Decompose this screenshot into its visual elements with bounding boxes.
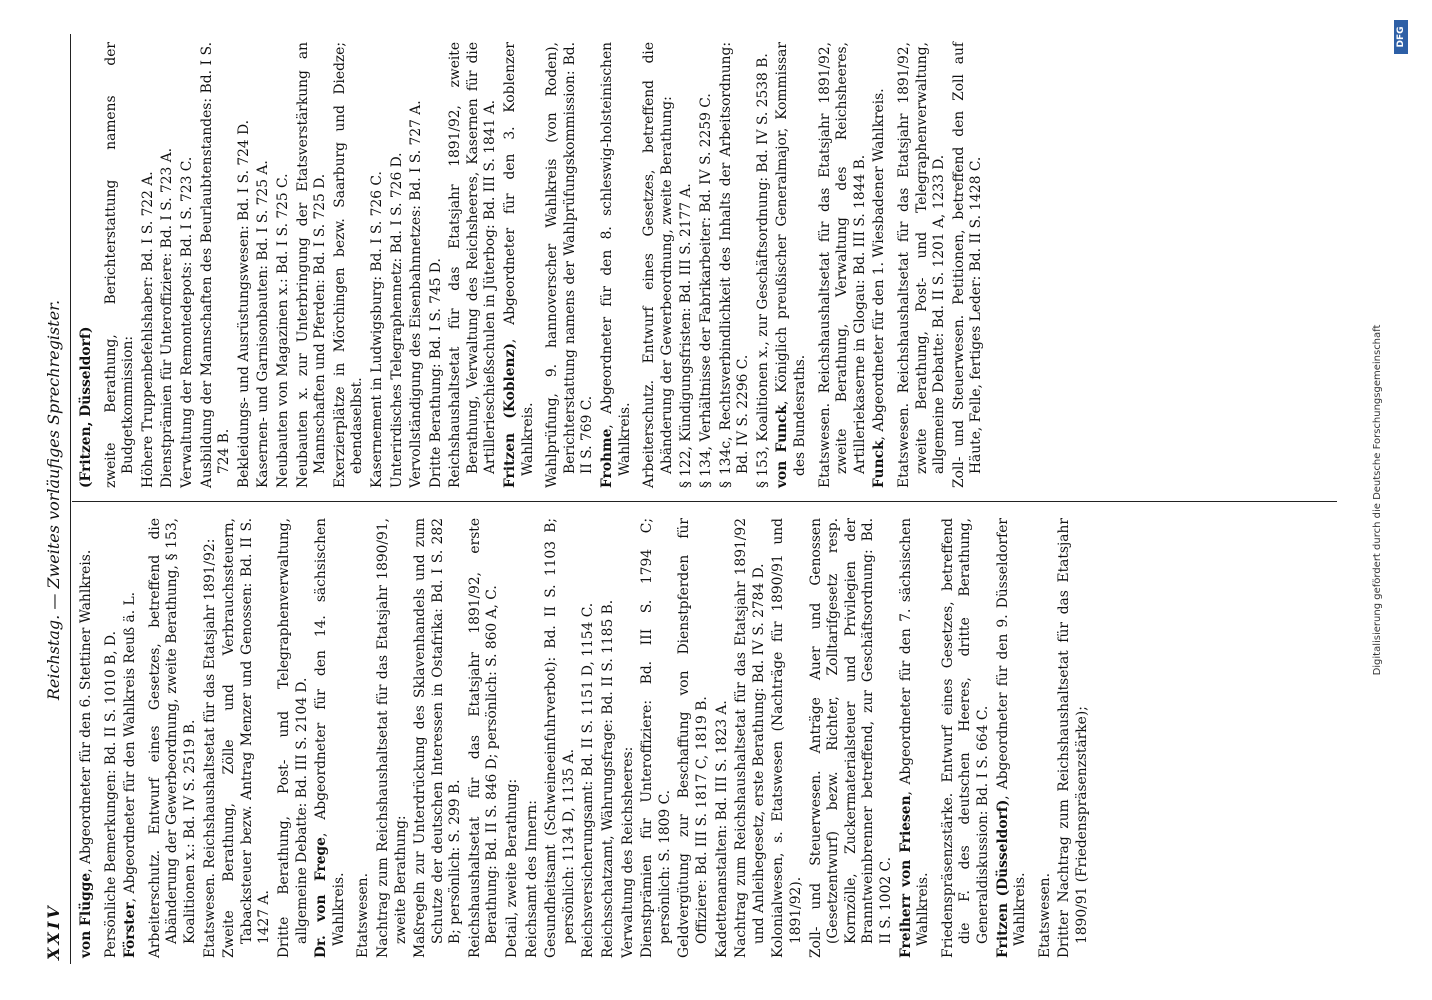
entry-text: § 153, Koalitionen x., zur Geschäftsordnung: Bd. IV S. 2538 B. — [754, 53, 771, 488]
entry-name: von Funck — [774, 404, 791, 488]
entry-text: , Abgeordneter für den 6. Stettiner Wahlkreis. — [78, 549, 94, 873]
register-subentry — [620, 518, 638, 958]
entry-text: Kolonialwesen, s. Etatswesen (Nachträge für 1890/91 und 1891/92). — [770, 518, 804, 958]
register-subentry — [770, 518, 805, 958]
register-subentry — [808, 518, 896, 958]
register-subentry — [369, 42, 387, 488]
register-subentry — [543, 518, 578, 958]
entry-text: , Abgeordneter für den 1. Wiesbadener Wahlkreis. — [871, 88, 888, 441]
register-subentry — [295, 42, 330, 488]
register-subentry — [718, 42, 753, 488]
register-subentry — [332, 42, 367, 488]
register-subentry — [199, 42, 234, 488]
entry-text: , Abgeordneter für den 14. sächsischen Wahlkreis. — [313, 517, 347, 946]
entry-text: , Abgeordneter für den 3. Koblenzer Wahlkreis. — [502, 42, 536, 476]
entry-text: Zoll- und Steuerwesen. Anträge Auer und Genossen (Gesetzentwurf) bezw. Richter, Zolltarifgesetz resp. Kornzölle, Zuckermaterialsteuer und Privilegien der Branntweinbrenner betreffend, zur Geschäftsordnung: Bd. II S. 1002 C. — [807, 518, 894, 958]
entry-text: Verwaltung der Remontedepots: Bd. I S. 723 C. — [178, 156, 195, 488]
register-subentry — [276, 518, 311, 958]
entry-text: Reichshaushaltsetat für das Etatsjahr 1891/92, erste Berathung: Bd. II S. 846 D; persönlich: S. 860 A, C. — [466, 518, 501, 958]
entry-text: Detail, zweite Berathung: — [504, 778, 521, 958]
entry-text: Kasernement in Ludwigsburg: Bd. I S. 726 C. — [368, 171, 385, 488]
page-title: Reichstag. — Zweites vorläufiges Sprechregister. — [44, 299, 63, 701]
register-entry — [774, 42, 809, 488]
entry-name: Förster — [122, 902, 139, 958]
entry-text: Vervollständigung des Eisenbahnnetzes: Bd. I S. 727 A. — [408, 100, 425, 488]
entry-text: Kasernen- und Garnisonbauten: Bd. I S. 725 A. — [255, 160, 272, 488]
register-subentry — [408, 42, 426, 488]
entry-text: Geldvergütung zur Beschaffung von Dienstpferden für Offiziere: Bd. III S. 1817 C, 1819 B. — [676, 518, 710, 958]
register-entry — [78, 42, 96, 488]
entry-name: von Flügge — [78, 872, 94, 958]
page-number: XXIV — [44, 903, 63, 960]
column-divider — [72, 501, 1337, 502]
entry-text: Nachtrag zum Reichshaushaltsetat für das Etatsjahr 1891/92 und Anleihegesetz, erste Berathung: Bd. IV S. 2784 D. — [733, 518, 767, 958]
entry-text: Neubauten x. zur Unterbringung der Etatsverstärkung an Mannschaften und Pferden: Bd. I S. 725 D. — [294, 42, 329, 488]
entry-text: Neubauten von Magazinen x.: Bd. I S. 725 C. — [274, 173, 291, 488]
entry-name: Fritzen (Koblenz) — [502, 343, 519, 488]
entry-name: Freiherr von Friesen — [897, 795, 914, 958]
register-entry — [995, 518, 1030, 958]
entry-text: Verwaltung des Reichsheeres: — [619, 746, 636, 958]
entry-text: Etatswesen. Reichshaushaltsetat für das Etatsjahr 1891/92, zweite Berathung, Post- und Telegraphenverwaltung, allgemeine Debatte: Bd. II S. 1201 A, 1233 D. — [895, 42, 948, 488]
entry-name: Funck — [871, 440, 888, 488]
register-subentry — [428, 42, 446, 488]
register-subentry — [544, 42, 597, 488]
register-subentry — [236, 42, 254, 488]
entry-name: Dr. von Frege — [313, 837, 330, 958]
entry-text: , Königlich preußischer Generalmajor, Kommissar des Bundesraths. — [774, 42, 808, 476]
register-entry — [599, 42, 634, 488]
entry-text: Reichsamt des Innern: — [523, 800, 540, 958]
page-header — [38, 0, 68, 1000]
dfg-logo: DFG — [1394, 20, 1408, 54]
register-subentry — [1056, 518, 1091, 958]
entry-text: § 134, Verhältnisse der Fabrikarbeiter: Bd. IV S. 2259 C. — [698, 93, 714, 488]
register-subentry — [202, 518, 220, 958]
entry-text: , Abgeordneter für den 9. Düsseldorfer Wahlkreis. — [994, 518, 1029, 946]
register-subentry — [412, 518, 465, 958]
right-column — [78, 42, 988, 488]
register-subentry — [147, 518, 200, 958]
register-subentry — [714, 518, 732, 958]
entry-text: Gesundheitsamt (Schweineeinfuhrverbot): Bd. II S. 1103 B; persönlich: 1134 D, 1135 A. — [543, 518, 577, 958]
register-subentry — [221, 518, 274, 958]
entry-text: Dienstprämien für Unteroffiziere: Bd. III S. 1794 C; persönlich: S. 1809 C. — [639, 518, 673, 958]
register-subentry — [159, 42, 177, 488]
entry-text: zweite Berathung, Berichterstattung namens der Budgetkommission: — [102, 42, 137, 488]
register-subentry — [951, 42, 986, 488]
register-subentry — [179, 42, 197, 488]
register-subentry — [255, 42, 273, 488]
register-subentry — [389, 42, 407, 488]
entry-text: Unterirdisches Telegraphennetz: Bd. I S. 726 D. — [388, 152, 405, 488]
register-subentry — [678, 42, 696, 488]
entry-text: , Abgeordneter für den 7. sächsischen Wahlkreis. — [897, 518, 932, 946]
entry-text: Etatswesen. — [355, 873, 372, 958]
register-entry — [313, 518, 348, 958]
entry-name: Fritzen (Düsseldorf) — [994, 799, 1011, 958]
entry-text: § 134c, Rechtsverbindlichkeit des Inhalts der Arbeitsordnung: Bd. IV S. 2296 C. — [717, 42, 752, 488]
entry-text: Arbeiterschutz. Entwurf eines Gesetzes, betreffend die Abänderung der Gewerbeordnung, zweite Berathung: — [641, 42, 675, 488]
entry-text: Zweite Berathung, Zölle und Verbrauchssteuern, Tabacksteuer bezw. Antrag Menzer und Genossen: Bd. II S. 1427 A. — [221, 518, 273, 958]
entry-text: Bekleidungs- und Ausrüstungswesen: Bd. I S. 724 D. — [235, 119, 252, 488]
register-subentry — [103, 42, 138, 488]
entry-text: Wahlprüfung, 9. hannoverscher Wahlkreis (von Roden), Berichterstattung namens der Wahlprüfungskommission: Bd. II S. 769 C. — [544, 42, 596, 488]
entry-text: Etatswesen. Reichshaushaltsetat für das Etatsjahr 1891/92, zweite Berathung, Verwaltung des Reichsheeres, Artilleriekaserne in Glogau: Bd. III S. 1844 B. — [816, 42, 868, 488]
register-subentry — [580, 518, 598, 958]
entry-text: Dritter Nachtrag zum Reichshaushaltsetat für das Etatsjahr 1890/91 (Friedenspräsenzstärke); — [1056, 518, 1090, 958]
entry-text: Ausbildung der Mannschaften des Beurlaubtenstandes: Bd. I S. 724 B. — [198, 42, 233, 488]
register-subentry — [733, 518, 768, 958]
entry-name: Frohme — [599, 428, 616, 488]
entry-text: Zoll- und Steuerwesen. Petitionen, betreffend den Zoll auf Häute, Felle, fertiges Leder: Bd. II S. 1428 C. — [950, 42, 985, 488]
register-subentry — [447, 42, 500, 488]
register-subentry — [817, 42, 870, 488]
entry-text: Maßregeln zur Unterdrückung des Sklavenhandels und zum Schutze der deutschen Interessen in Ostafrika: Bd. I S. 282 B; persönlich: S. 299 B. — [412, 518, 464, 958]
header-rule — [70, 34, 71, 964]
entry-text: Arbeiterschutz. Entwurf eines Gesetzes, betreffend die Abänderung der Gewerbeordnung, zweite Berathung, § 153, Koalitionen x.: Bd. IV S. 2519 B. — [146, 518, 198, 958]
register-subentry — [103, 518, 121, 958]
register-subentry — [641, 42, 676, 488]
register-subentry — [940, 518, 993, 958]
entry-text: Kadettenanstalten: Bd. III S. 1823 A. — [713, 700, 730, 958]
register-subentry — [275, 42, 293, 488]
entry-text: Reichshaushaltsetat für das Etatsjahr 1891/92, zweite Berathung, Verwaltung des Reichsheeres, Kasernen für die Artillerieschießschulen in Jüterbog: Bd. III S. 1841 A. — [447, 42, 499, 488]
entry-name: (Fritzen, Düsseldorf) — [78, 326, 94, 488]
register-subentry — [524, 518, 542, 958]
entry-text: Persönliche Bemerkungen: Bd. II S. 1010 B, D. — [102, 630, 119, 958]
register-entry — [78, 518, 96, 958]
register-subentry — [504, 518, 522, 958]
register-subentry — [698, 42, 716, 488]
entry-text: Höhere Truppenbefehlshaber: Bd. I S. 722 A. — [139, 171, 156, 488]
entry-text: , Abgeordneter für den Wahlkreis Reuß ä. L. — [122, 591, 139, 903]
entry-text: , Abgeordneter für den 8. schleswig-holsteinischen Wahlkreis. — [599, 42, 633, 476]
register-entry — [122, 518, 140, 958]
entry-text: Dienstprämien für Unteroffiziere: Bd. I S. 723 A. — [159, 147, 176, 488]
entry-text: Friedenspräsenzstärke. Entwurf eines Gesetzes, betreffend die F. des deutschen Heeres, dritte Berathung, Generaldiskussion: Bd. I S. 664 C. — [939, 518, 991, 958]
entry-text: § 122, Kündigungsfristen: Bd. III S. 2177 A. — [678, 183, 695, 488]
register-entry — [502, 42, 537, 488]
register-subentry — [896, 42, 949, 488]
register-entry — [871, 42, 889, 488]
register-subentry — [375, 518, 410, 958]
entry-text: Exerzierplätze in Mörchingen bezw. Saarburg und Diedze; ebendaselbst. — [331, 42, 366, 488]
entry-text: Dritte Berathung: Bd. I S. 745 D. — [427, 258, 444, 488]
digitization-note: Digitalisierung gefördert durch die Deutsche Forschungsgemeinschaft — [1372, 324, 1383, 676]
register-subentry — [600, 518, 618, 958]
entry-text: Reichsschatzamt, Währungsfrage: Bd. II S. 1185 B. — [600, 599, 617, 958]
register-entry — [898, 518, 933, 958]
register-subentry — [140, 42, 158, 488]
entry-text: Reichsversicherungsamt: Bd. II S. 1151 D, 1154 C. — [580, 602, 597, 958]
register-subentry — [639, 518, 674, 958]
entry-text: Dritte Berathung, Post- und Telegraphenverwaltung, allgemeine Debatte: Bd. III S. 2104 D. — [275, 518, 310, 958]
entry-text: Etatswesen. — [1036, 873, 1053, 958]
register-subentry — [1037, 518, 1055, 958]
register-subentry — [355, 518, 373, 958]
register-subentry — [467, 518, 502, 958]
register-subentry — [676, 518, 711, 958]
register-subentry — [755, 42, 773, 488]
entry-text: Nachtrag zum Reichshaushaltsetat für das Etatsjahr 1890/91, zweite Berathung: — [374, 518, 409, 958]
left-column — [78, 518, 1093, 958]
entry-text: Etatswesen. Reichshaushaltsetat für das Etatsjahr 1891/92: — [201, 538, 218, 958]
